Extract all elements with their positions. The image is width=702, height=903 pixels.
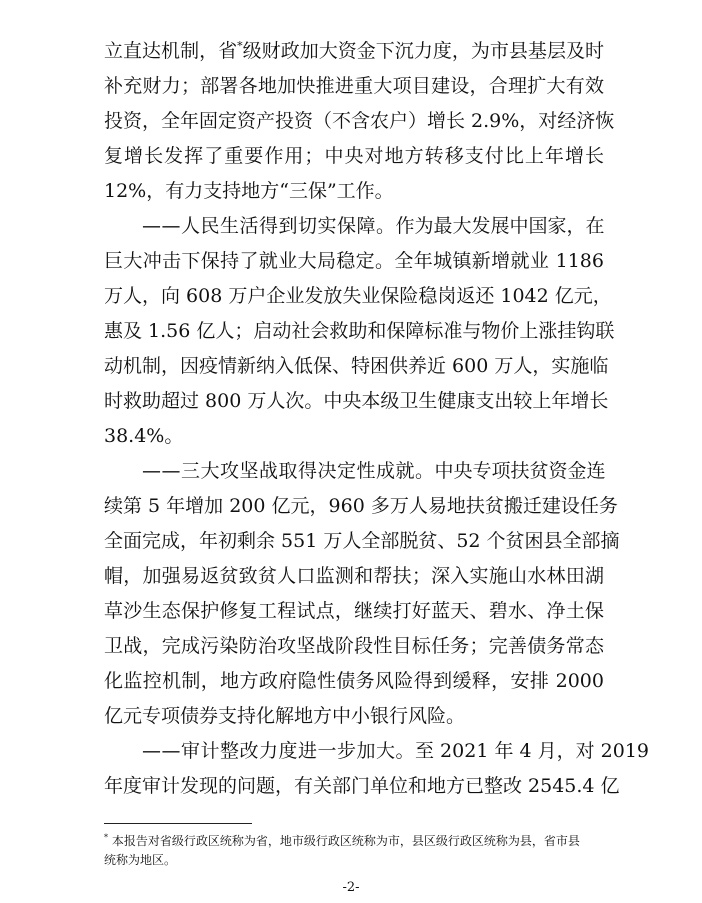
- paragraph-2-line-2: 巨大冲击下保持了就业大局稳定。全年城镇新增就业 1186: [104, 250, 604, 272]
- paragraph-3-line-7: 化监控机制，地方政府隐性债务风险得到缓释，安排 2000: [104, 670, 604, 692]
- paragraph-2-line-1: [104, 209, 604, 244]
- page-number: -2-: [342, 880, 360, 895]
- paragraph-4-line-2: 年度审计发现的问题，有关部门单位和地方已整改 2545.4 亿: [104, 775, 620, 797]
- footnote-marker: *: [237, 39, 243, 53]
- paragraph-4-line-1: [104, 734, 650, 769]
- paragraph-3-line-5: 草沙生态保护修复工程试点，继续打好蓝天、碧水、净土保: [104, 600, 604, 622]
- text-segment: 立直达机制，省: [104, 40, 238, 62]
- section-heading: ——三大攻坚战取得决定性成就。: [142, 460, 435, 482]
- text-segment: 作为最大发展中国家，在: [395, 215, 605, 237]
- paragraph-3-line-4: 帽，加强易返贫致贫人口监测和帮扶；深入实施山水林田湖: [104, 565, 604, 587]
- paragraph-1-line-3: 投资，全年固定资产投资（不含农户）增长 2.9%，对经济恢: [104, 110, 615, 132]
- paragraph-3-line-3: 全面完成，年初剩余 551 万人全部脱贫、52 个贫困县全部摘: [104, 530, 620, 552]
- paragraph-2-line-7: 38.4%。: [104, 425, 184, 447]
- footnote-marker: *: [104, 833, 108, 842]
- text-segment: 级财政加大资金下沉力度，为市县基层及时: [242, 40, 604, 62]
- paragraph-1-line-4: 复增长发挥了重要作用；中央对地方转移支付比上年增长: [104, 145, 604, 167]
- footnote-text: 本报告对省级行政区统称为省，地市级行政区统称为市，县区级行政区统称为县，省市县: [111, 834, 580, 848]
- footnote-divider: [104, 823, 252, 824]
- text-segment: 中央专项扶贫资金连: [434, 460, 606, 482]
- paragraph-3-line-8: 亿元专项债券支持化解地方中小银行风险。: [104, 705, 466, 727]
- footnote-line-1: [104, 832, 604, 851]
- report-body: [104, 34, 650, 804]
- paragraph-1-line-1: [104, 34, 604, 69]
- paragraph-2-line-6: 时救助超过 800 万人次。中央本级卫生健康支出较上年增长: [104, 390, 609, 412]
- section-heading: ——审计整改力度进一步加大。: [142, 740, 416, 762]
- footnote-line-2: 统称为地区。: [104, 853, 177, 867]
- paragraph-1-line-2: 补充财力；部署各地加快推进重大项目建设，合理扩大有效: [104, 75, 604, 97]
- paragraph-2-line-4: 惠及 1.56 亿人；启动社会救助和保障标准与物价上涨挂钩联: [104, 320, 615, 342]
- paragraph-2-line-5: 动机制，因疫情新纳入低保、特困供养近 600 万人，实施临: [104, 355, 609, 377]
- text-segment: 至 2021 年 4 月，对 2019: [415, 740, 650, 762]
- paragraph-3-line-2: 续第 5 年增加 200 亿元，960 多万人易地扶贫搬迁建设任务: [104, 495, 618, 517]
- section-heading: ——人民生活得到切实保障。: [142, 215, 396, 237]
- paragraph-3-line-6: 卫战，完成污染防治攻坚战阶段性目标任务；完善债务常态: [104, 635, 604, 657]
- paragraph-1-line-5: 12%，有力支持地方“三保”工作。: [104, 180, 394, 202]
- paragraph-3-line-1: [104, 454, 604, 489]
- paragraph-2-line-3: 万人，向 608 万户企业发放失业保险稳岗返还 1042 亿元，: [104, 285, 612, 307]
- footnote: [104, 832, 604, 870]
